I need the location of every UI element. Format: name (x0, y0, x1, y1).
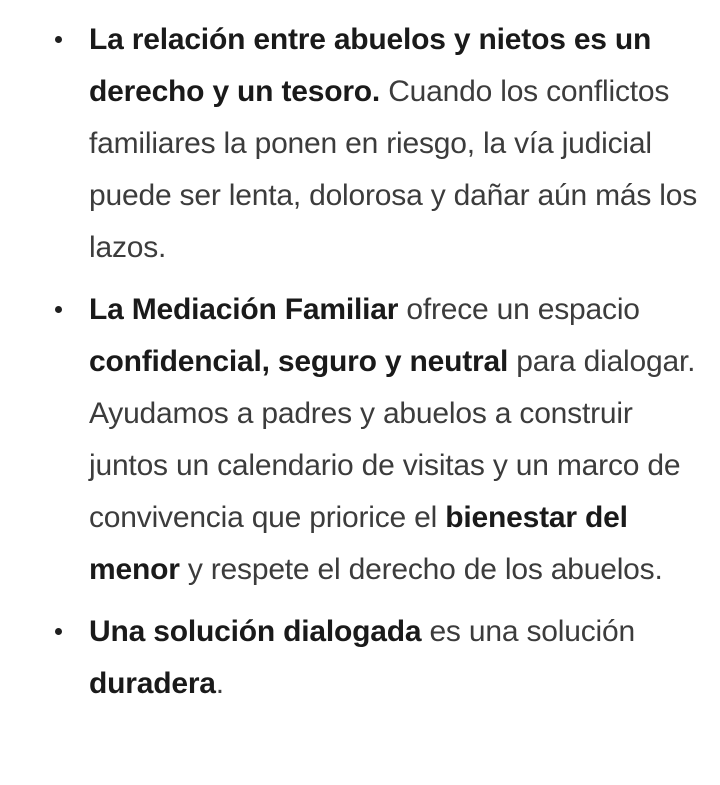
bold-text: La relación entre abuelos y nietos es un derecho y un tesoro. (89, 23, 652, 108)
body-text: es una solución (421, 615, 635, 648)
bold-text: Una solución dialogada (89, 615, 422, 648)
bold-text: confidencial, seguro y neutral (89, 345, 509, 378)
bullet-icon (55, 628, 62, 635)
bold-text: duradera (89, 667, 216, 700)
bullet-icon (55, 306, 62, 313)
bullet-icon (55, 36, 62, 43)
bullet-item-abuelos-nietos (0, 14, 720, 274)
bullet-item-solucion-dialogada (0, 606, 720, 710)
body-text: Cuando los conflictos familiares la ponen en riesgo, la vía judicial puede ser lenta, dolorosa y dañar aún más los lazos. (89, 75, 698, 264)
bold-text: bienestar del menor (89, 501, 628, 586)
body-text: para dialogar. Ayudamos a padres y abuelos a construir juntos un calendario de visitas y un marco de convivencia que priorice el (89, 345, 696, 534)
body-text: ofrece un espacio (398, 293, 640, 326)
body-text: y respete el derecho de los abuelos. (179, 553, 663, 586)
bold-text: La Mediación Familiar (89, 293, 399, 326)
body-text: . (215, 667, 224, 700)
bullet-item-mediacion-familiar (0, 284, 720, 596)
